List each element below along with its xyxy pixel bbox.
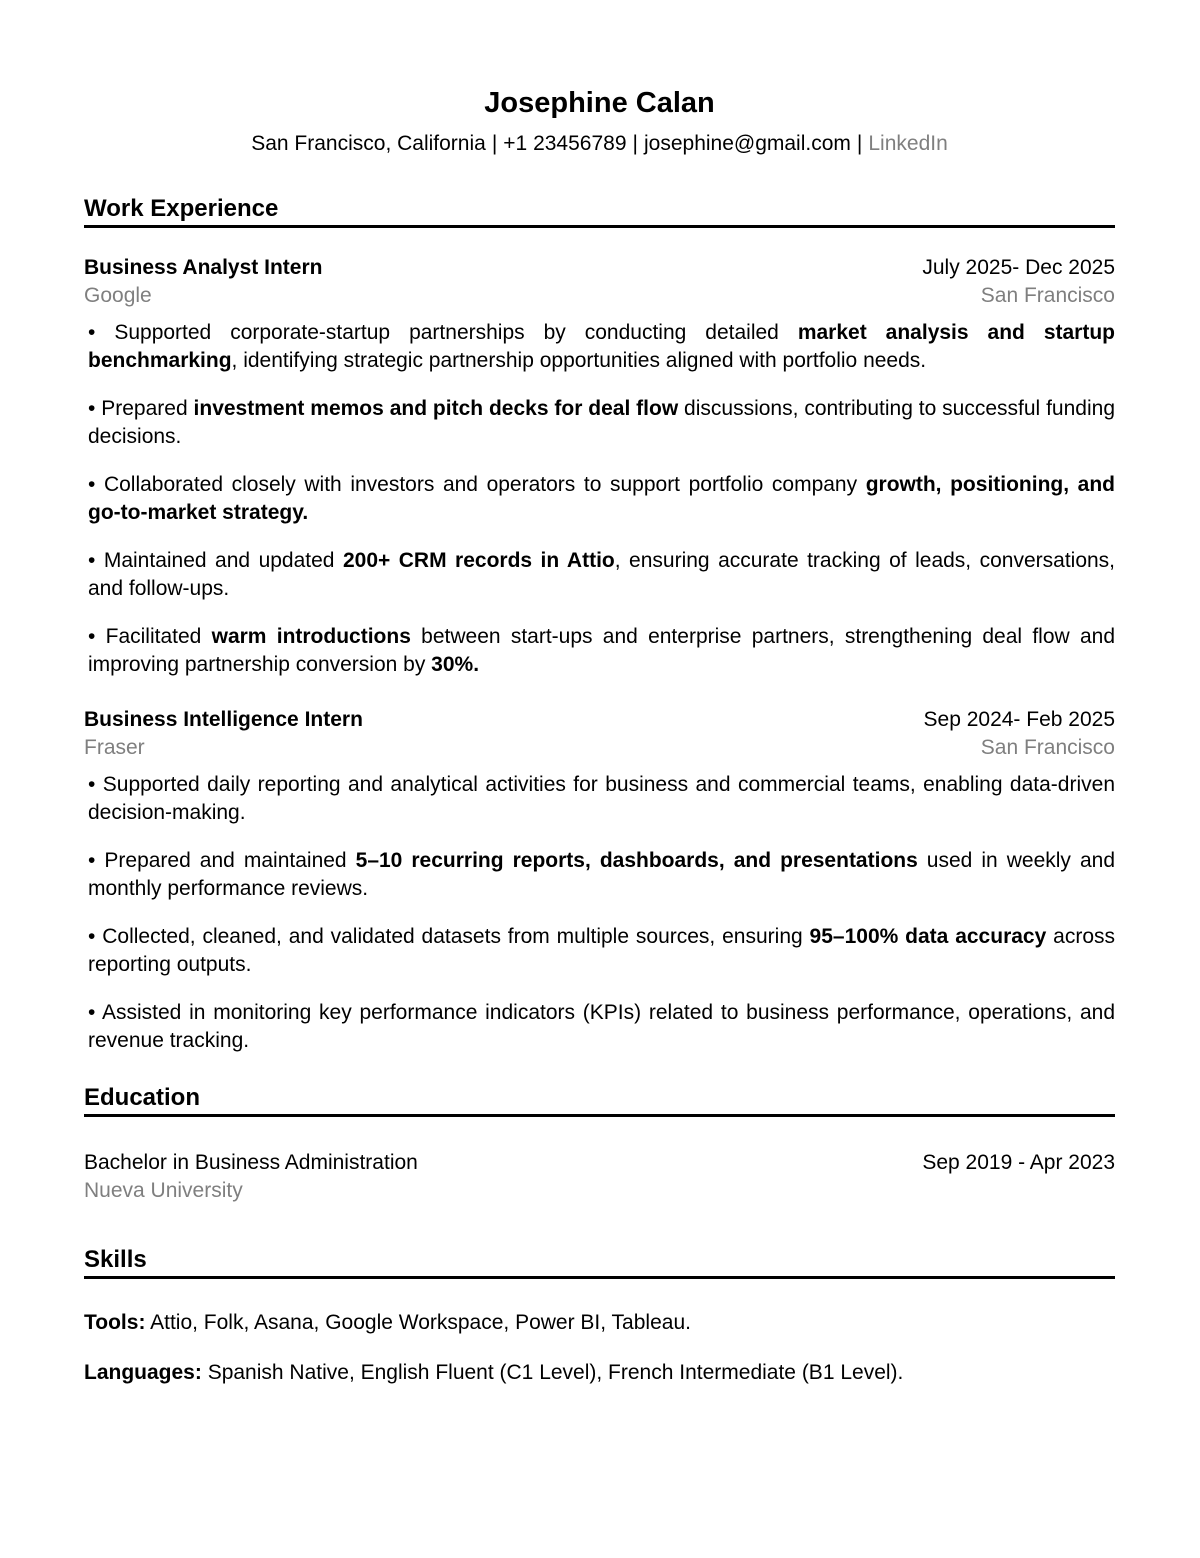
section-title-skills: Skills <box>84 1245 1115 1279</box>
skills-languages-line <box>84 1359 1115 1387</box>
bullet-marker: • <box>88 925 103 948</box>
bold-text: warm introductions <box>211 625 411 648</box>
bold-text: 5–10 recurring reports, dashboards, and presentations <box>355 849 918 872</box>
text-run: Facilitated <box>105 625 212 648</box>
bullet-item <box>88 923 1115 979</box>
bullet-marker: • <box>88 773 103 796</box>
text-run: , ensuring accurate tracking of leads, conversations, and follow-ups. <box>88 549 1116 600</box>
job-bullet-list <box>84 319 1115 679</box>
job-company: Google <box>84 284 152 307</box>
bullet-marker: • <box>88 849 105 872</box>
bold-text: 95–100% data accuracy <box>809 925 1047 948</box>
job-location: San Francisco <box>980 736 1115 759</box>
bold-text: Tools: <box>84 1311 146 1334</box>
bullet-marker: • <box>88 321 115 344</box>
section-title-education: Education <box>84 1083 1115 1117</box>
job-dates: Sep 2024- Feb 2025 <box>923 708 1115 731</box>
contact-separator: | <box>491 132 498 155</box>
contact-line <box>84 130 1115 157</box>
education-entry-row <box>84 1149 1115 1177</box>
work-experience-section <box>84 194 1115 1055</box>
skills-section <box>84 1245 1115 1387</box>
job-entry-business-intelligence-intern <box>84 706 1115 1055</box>
contact-separator: | <box>856 132 863 155</box>
job-bullet-list <box>84 771 1115 1055</box>
bullet-item <box>88 623 1115 679</box>
bullet-item <box>88 999 1115 1055</box>
text-run: Collaborated closely with investors and operators to support portfolio company <box>103 473 866 496</box>
bullet-item <box>88 319 1115 375</box>
text-run: between start-ups and enterprise partners, strengthening deal flow and improving partnership conversion by <box>88 625 1115 676</box>
text-run: Attio, Folk, Asana, Google Workspace, Power BI, Tableau. <box>145 1311 691 1334</box>
bold-text: market analysis and startup benchmarking <box>88 321 1116 372</box>
bullet-item <box>88 771 1115 827</box>
contact-separator: | <box>632 132 638 155</box>
job-title-row <box>84 254 1115 282</box>
job-company-row <box>84 282 1115 310</box>
contact-email: josephine@gmail.com <box>643 132 851 155</box>
text-run: , identifying strategic partnership opportunities aligned with portfolio needs. <box>231 349 927 372</box>
text-run: used in weekly and monthly performance reviews. <box>88 849 1116 900</box>
bullet-marker: • <box>88 397 102 420</box>
job-dates: July 2025- Dec 2025 <box>922 256 1115 279</box>
candidate-name: Josephine Calan <box>484 87 715 119</box>
text-run: Collected, cleaned, and validated datasets from multiple sources, ensuring <box>102 925 810 948</box>
contact-phone: +1 23456789 <box>503 132 627 155</box>
section-title-work-experience: Work Experience <box>84 194 1115 228</box>
text-run: Assisted in monitoring key performance indicators (KPIs) related to business performance, operations, and revenue tracking. <box>88 1001 1115 1052</box>
linkedin-link[interactable]: LinkedIn <box>868 132 948 155</box>
bold-text: Languages: <box>84 1361 202 1384</box>
job-company-row <box>84 734 1115 762</box>
bullet-item <box>88 847 1115 903</box>
text-run: Supported corporate-startup partnerships by conducting detailed <box>114 321 798 344</box>
bold-text: 200+ CRM records in Attio <box>342 549 615 572</box>
bold-text: 30%. <box>431 653 480 676</box>
job-title-row <box>84 706 1115 734</box>
text-run: across reporting outputs. <box>88 925 1115 976</box>
contact-location: San Francisco, California <box>251 132 486 155</box>
bullet-marker: • <box>88 549 104 572</box>
text-run: Supported daily reporting and analytical activities for business and commercial teams, enabling data-driven decision-making. <box>88 773 1115 824</box>
job-title: Business Analyst Intern <box>84 256 323 279</box>
education-degree: Bachelor in Business Administration <box>84 1151 418 1174</box>
resume-header <box>84 86 1115 157</box>
education-school: Nueva University <box>84 1179 243 1202</box>
job-location: San Francisco <box>980 284 1115 307</box>
bold-text: growth, positioning, and go-to-market strategy. <box>88 473 1116 524</box>
job-title: Business Intelligence Intern <box>84 708 363 731</box>
bullet-item <box>88 395 1115 451</box>
text-run: Prepared and maintained <box>104 849 356 872</box>
bullet-item <box>88 471 1115 527</box>
text-run: Prepared <box>101 397 194 420</box>
bold-text: investment memos and pitch decks for deal flow <box>193 397 679 420</box>
bullet-marker: • <box>88 473 104 496</box>
job-entry-business-analyst-intern <box>84 254 1115 679</box>
job-company: Fraser <box>84 736 145 759</box>
text-run: Spanish Native, English Fluent (C1 Level), French Intermediate (B1 Level). <box>201 1361 904 1384</box>
text-run: discussions, contributing to successful funding decisions. <box>88 397 1115 448</box>
education-section <box>84 1083 1115 1205</box>
education-dates: Sep 2019 - Apr 2023 <box>922 1151 1115 1174</box>
bullet-marker: • <box>88 625 106 648</box>
text-run: Maintained and updated <box>103 549 343 572</box>
skills-tools-line <box>84 1309 1115 1337</box>
bullet-item <box>88 547 1115 603</box>
bullet-marker: • <box>88 1001 102 1024</box>
